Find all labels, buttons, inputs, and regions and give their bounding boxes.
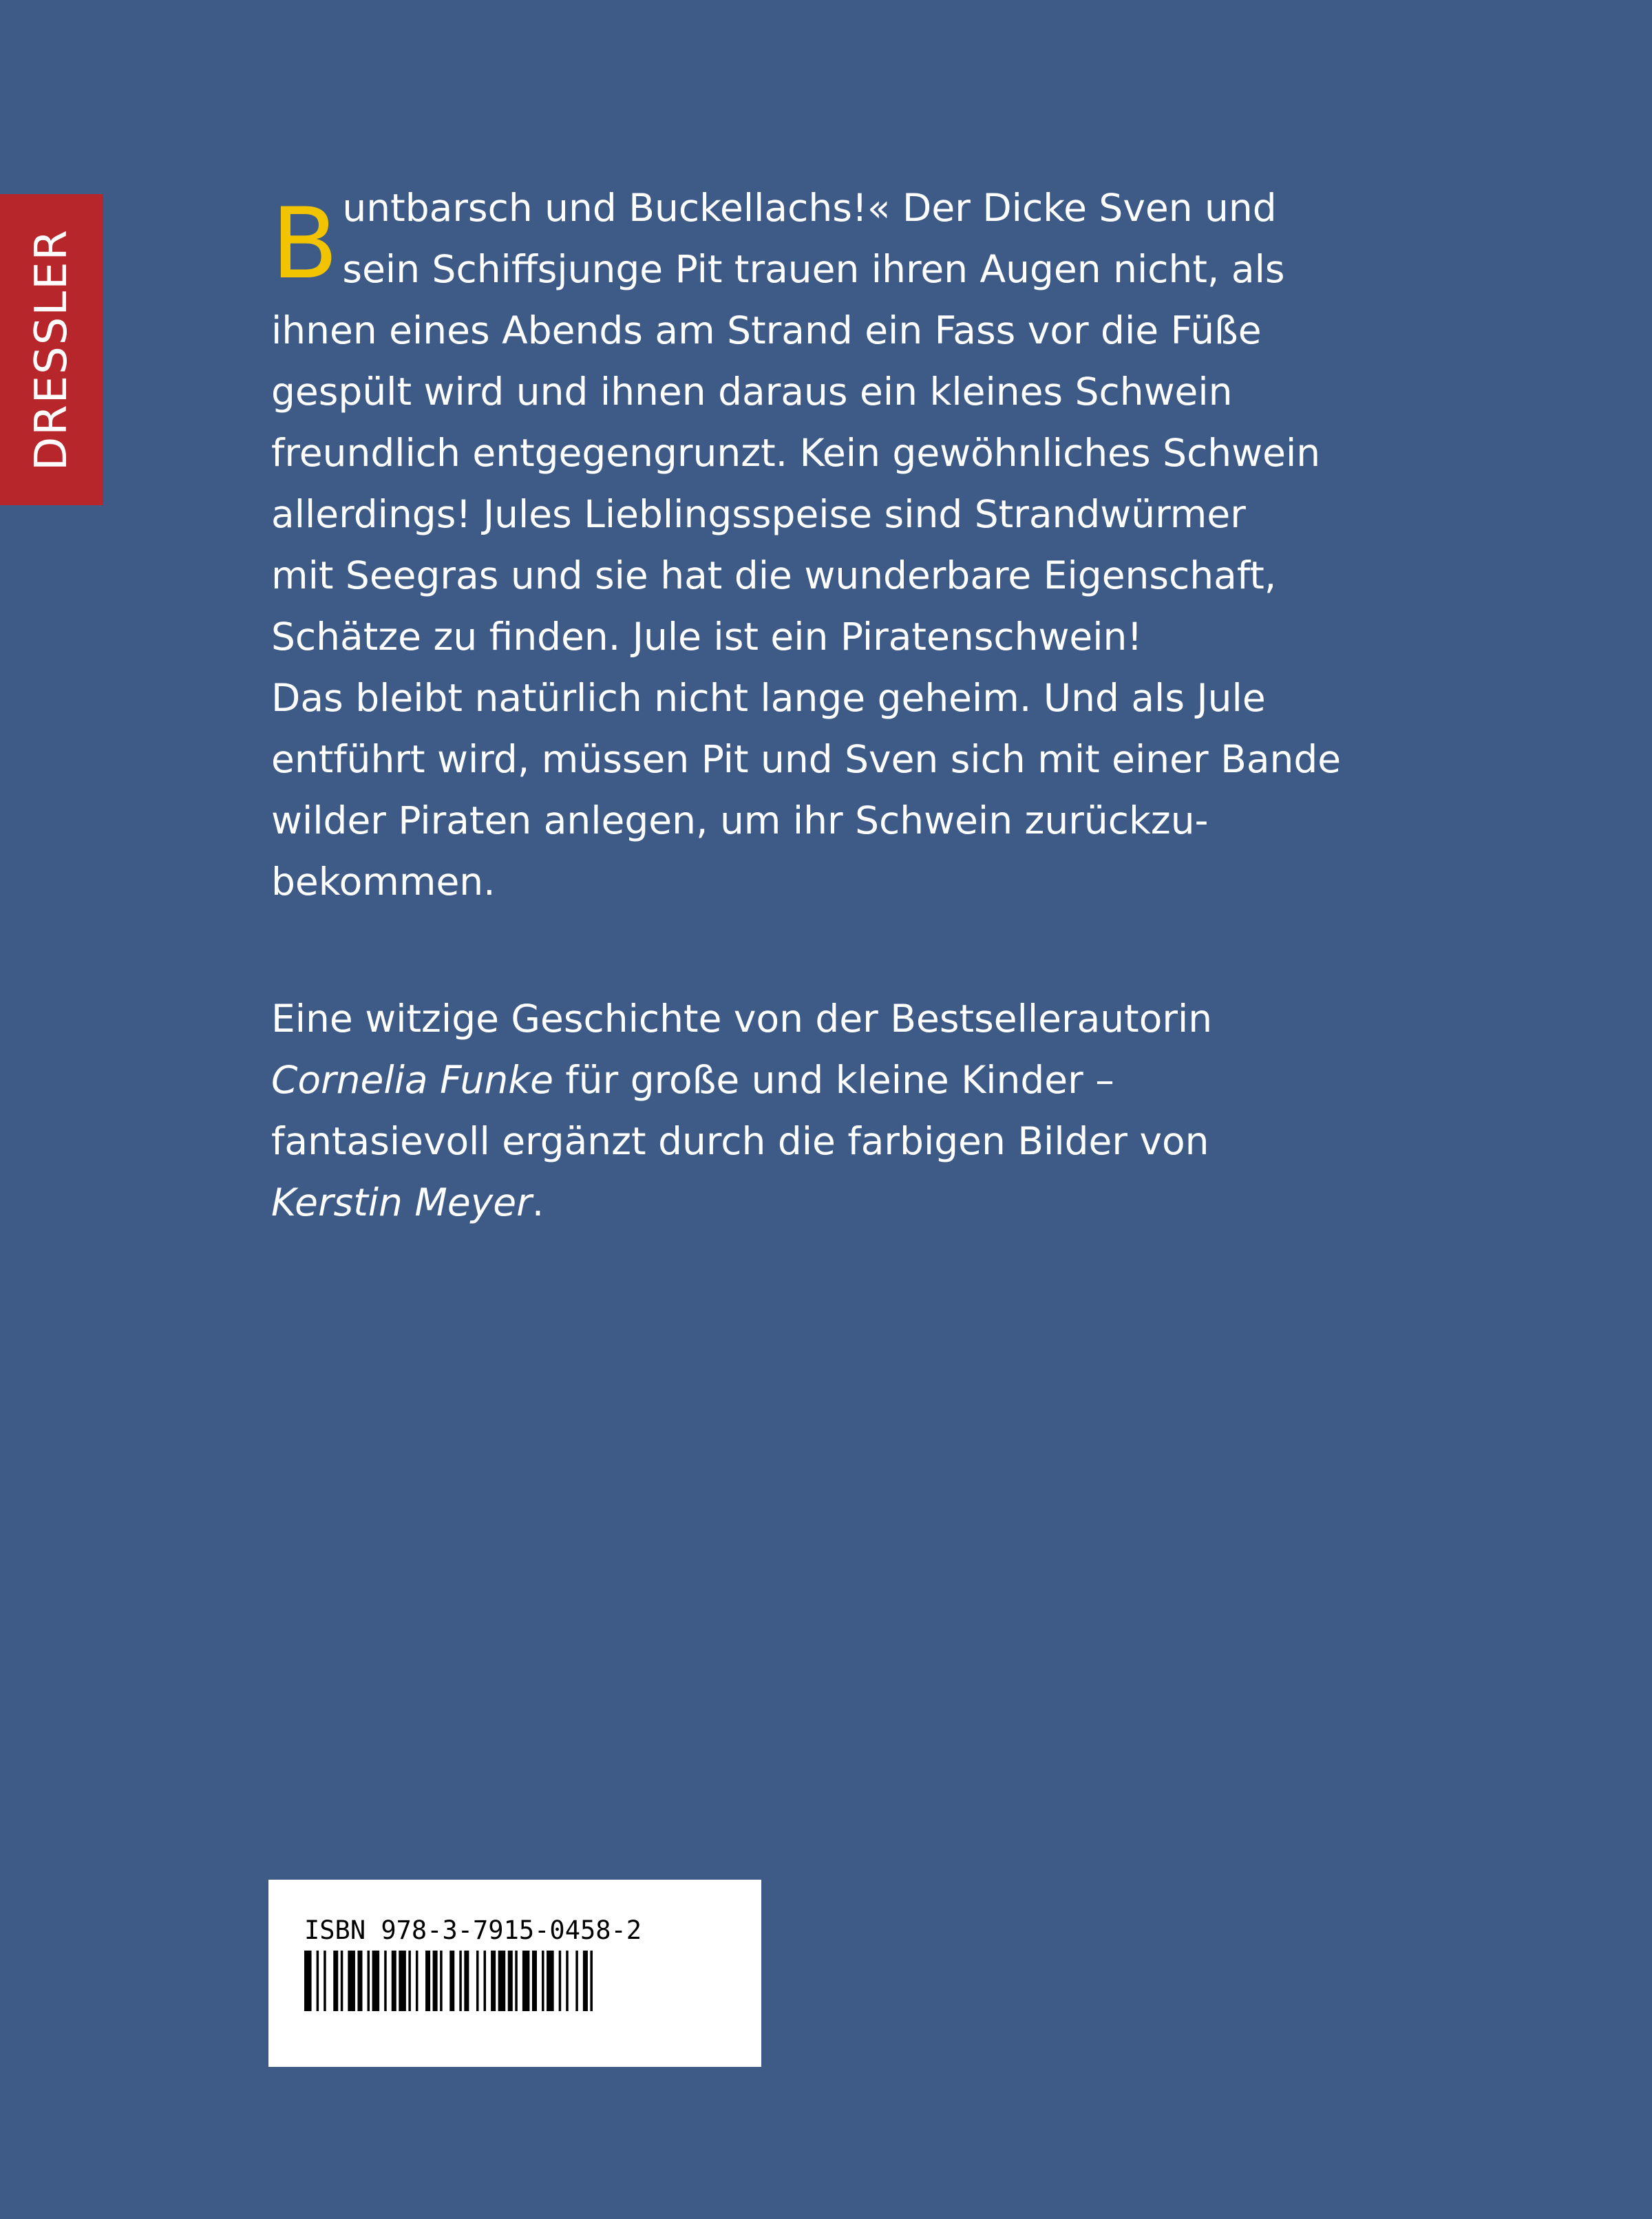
- promo-line: fantasievoll ergänzt durch die farbigen Bilder von: [271, 1119, 1209, 1163]
- blurb-line: ihnen eines Abends am Strand ein Fass vor die Füße: [271, 308, 1262, 352]
- promo-line-rest: für große und kleine Kinder –: [553, 1058, 1114, 1102]
- barcode-bar: [464, 1951, 469, 2011]
- publisher-logo-text: DRESSLER: [26, 229, 77, 471]
- drop-cap: B: [271, 187, 339, 301]
- barcode-bar: [317, 1951, 319, 2011]
- promo-line: [271, 1050, 1441, 1111]
- blurb-line: untbarsch und Buckellachs!« Der Dicke Sven und: [342, 186, 1277, 230]
- barcode-box: [268, 1880, 761, 2067]
- barcode-bar: [368, 1951, 370, 2011]
- barcode-bar: [357, 1951, 362, 2011]
- barcode-bar: [498, 1951, 506, 2011]
- barcode-graphic: [304, 1951, 597, 2011]
- barcode-bar: [333, 1951, 338, 2011]
- blurb-line: freundlich entgegengrunzt. Kein gewöhnliches Schwein: [271, 431, 1321, 475]
- barcode-bar: [449, 1951, 454, 2011]
- barcode-bar: [508, 1951, 513, 2011]
- barcode-bar: [433, 1951, 438, 2011]
- barcode-bar: [384, 1951, 387, 2011]
- promo-text: [271, 988, 1441, 1233]
- barcode-bar: [399, 1951, 406, 2011]
- blurb-line: entführt wird, müssen Pit und Sven sich mit einer Bande: [271, 737, 1342, 781]
- barcode-bar: [304, 1951, 312, 2011]
- barcode-bar: [341, 1951, 343, 2011]
- barcode-bar: [484, 1951, 487, 2011]
- promo-line-end: .: [531, 1180, 544, 1224]
- blurb-line: Das bleibt natürlich nicht lange geheim. Und als Jule: [271, 676, 1266, 720]
- blurb-line: allerdings! Jules Lieblingsspeise sind Strandwürmer: [271, 492, 1246, 536]
- barcode-bar: [408, 1951, 411, 2011]
- isbn-text: ISBN 978-3-7915-0458-2: [304, 1915, 642, 1945]
- blurb-line: mit Seegras und sie hat die wunderbare Eigenschaft,: [271, 553, 1277, 597]
- illustrator-name: Kerstin Meyer: [271, 1180, 532, 1224]
- author-name: Cornelia Funke: [271, 1058, 553, 1102]
- barcode-bar: [348, 1951, 355, 2011]
- barcode-bar: [522, 1951, 530, 2011]
- blurb-line: gespült wird und ihnen daraus ein kleines Schwein: [271, 370, 1233, 414]
- barcode-bar: [566, 1951, 569, 2011]
- barcode-bar: [547, 1951, 554, 2011]
- blurb-line: sein Schiffsjunge Pit trauen ihren Augen nicht, als: [342, 247, 1285, 291]
- barcode-bar: [575, 1951, 578, 2011]
- barcode-bar: [324, 1951, 326, 2011]
- blurb-line: Schätze zu finden. Jule ist ein Piratenschwein!: [271, 615, 1143, 659]
- barcode-bar: [459, 1951, 462, 2011]
- barcode-bar: [476, 1951, 479, 2011]
- barcode-bar: [392, 1951, 396, 2011]
- barcode-bar: [491, 1951, 496, 2011]
- barcode-bar: [515, 1951, 518, 2011]
- barcode-bar: [590, 1951, 593, 2011]
- barcode-bar: [559, 1951, 562, 2011]
- barcode-bar: [532, 1951, 537, 2011]
- blurb-line: wilder Piraten anlegen, um ihr Schwein zurückzu-: [271, 798, 1209, 842]
- barcode-bar: [425, 1951, 430, 2011]
- blurb-line: bekommen.: [271, 860, 496, 904]
- publisher-tab: [0, 194, 103, 505]
- barcode-bar: [583, 1951, 588, 2011]
- promo-line: [271, 1172, 1441, 1233]
- barcode-bar: [372, 1951, 380, 2011]
- barcode-bar: [440, 1951, 443, 2011]
- blurb-text: [271, 178, 1441, 913]
- barcode-bar: [416, 1951, 419, 2011]
- barcode-bar: [542, 1951, 544, 2011]
- promo-line: Eine witzige Geschichte von der Bestsellerautorin: [271, 997, 1213, 1041]
